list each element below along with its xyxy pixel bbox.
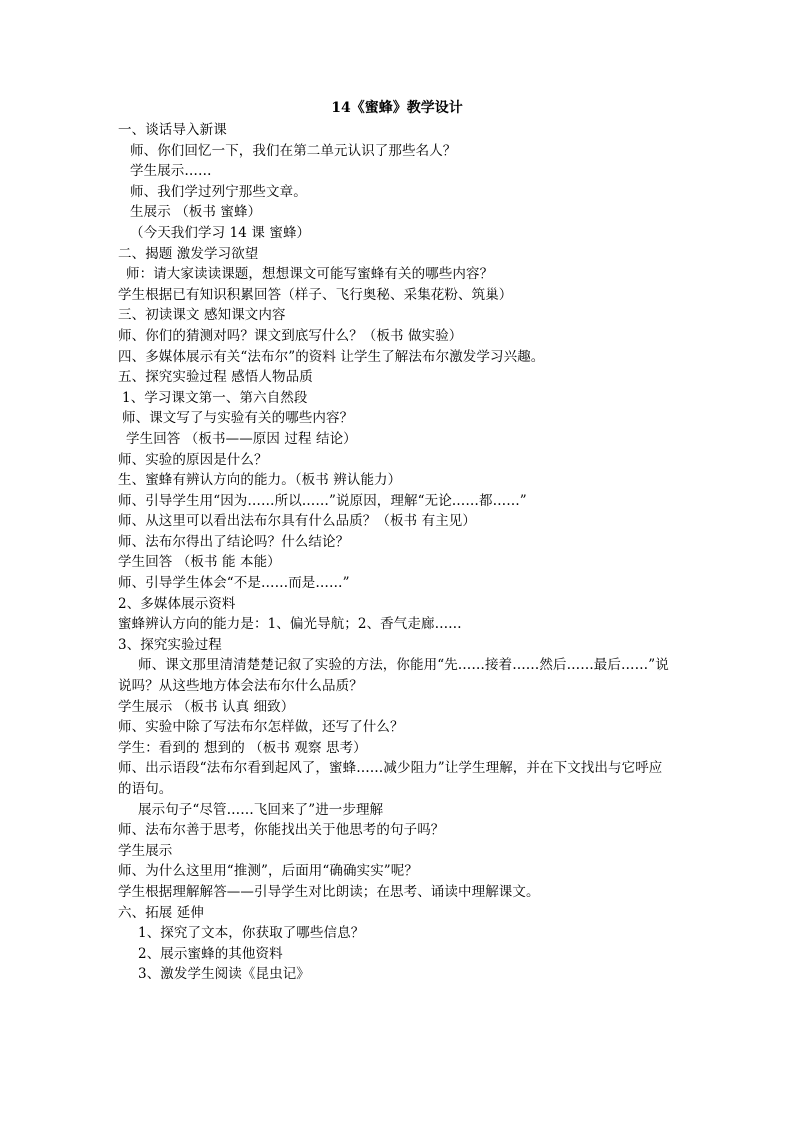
text-line: 师、从这里可以看出法布尔具有什么品质？（板书 有主见） [118, 513, 476, 530]
text-line: 展示句子“尽管……飞回来了”进一步理解 [138, 801, 384, 818]
text-line: 学生展示 [118, 842, 173, 859]
text-line: 师、法布尔善于思考，你能找出关于他思考的句子吗？ [118, 822, 445, 839]
section-heading: 四、多媒体展示有关“法布尔”的资料 让学生了解法布尔激发学习兴趣。 [118, 348, 545, 365]
section-heading: 二、揭题 激发学习欲望 [118, 245, 259, 262]
text-line: 师、引导学生用“因为……所以……”说原因，理解“无论……都……” [118, 492, 527, 509]
document-body [118, 120, 688, 985]
text-line: 蜜蜂辨认方向的能力是：1、偏光导航；2、香气走廊…… [118, 616, 462, 633]
text-line: 师、为什么这里用“推测”，后面用“确确实实”呢？ [118, 863, 419, 880]
text-line: 说吗？从这些地方体会法布尔什么品质？ [118, 678, 363, 695]
text-line: 师、出示语段“法布尔看到起风了，蜜蜂……减少阻力”让学生理解，并在下文找出与它呼应 [118, 760, 663, 777]
text-line: 师、引导学生体会“不是……而是……” [118, 575, 350, 592]
text-line: （今天我们学习 14 课 蜜蜂） [130, 224, 311, 241]
text-line: 的语句。 [118, 781, 173, 797]
text-line: 师、法布尔得出了结论吗？什么结论？ [118, 533, 350, 550]
section-heading: 六、拓展 延伸 [118, 904, 204, 921]
section-heading: 一、谈话导入新课 [118, 122, 227, 138]
text-line: 师、你们的猜测对吗？课文到底写什么？（板书 做实验） [118, 327, 463, 344]
text-line: 师、你们回忆一下，我们在第二单元认识了那些名人？ [130, 142, 457, 159]
text-line: 师、实验中除了写法布尔怎样做，还写了什么？ [118, 719, 404, 736]
text-line: 师、课文那里清清楚楚记叙了实验的方法，你能用“先……接着……然后……最后……”说 [138, 657, 669, 674]
text-line: 学生展示 （板书 认真 细致） [118, 698, 295, 715]
text-line: 师、我们学过列宁那些文章。 [130, 183, 307, 200]
text-line: 学生根据已有知识积累回答（样子、飞行奥秘、采集花粉、筑巢） [118, 286, 513, 303]
list-item: 1、探究了文本，你获取了哪些信息？ [138, 925, 365, 942]
subsection-heading: 2、多媒体展示资料 [118, 595, 236, 612]
text-line: 学生：看到的 想到的 （板书 观察 思考） [118, 739, 367, 756]
text-line: 师：请大家读读课题，想想课文可能写蜜蜂有关的哪些内容？ [126, 266, 494, 283]
text-line: 学生根据理解解答——引导学生对比朗读；在思考、诵读中理解课文。 [118, 883, 540, 900]
text-line: 学生回答 （板书 能 本能） [118, 554, 281, 571]
section-heading: 三、初读课文 感知课文内容 [118, 307, 286, 324]
subsection-heading: 1、学习课文第一、第六自然段 [122, 389, 308, 406]
text-line: 师、实验的原因是什么？ [118, 451, 268, 468]
text-line: 师、课文写了与实验有关的哪些内容？ [122, 410, 354, 427]
text-line: 生展示 （板书 蜜蜂） [130, 204, 262, 221]
section-heading: 五、探究实验过程 感悟人物品质 [118, 369, 313, 386]
list-item: 3、激发学生阅读《昆虫记》 [138, 966, 310, 983]
list-item: 2、展示蜜蜂的其他资料 [138, 945, 283, 962]
subsection-heading: 3、探究实验过程 [118, 636, 222, 653]
text-line: 学生展示…… [130, 163, 212, 180]
document-title: 14《蜜蜂》教学设计 [331, 100, 463, 116]
text-line: 生、蜜蜂有辨认方向的能力。（板书 辨认能力） [118, 472, 402, 489]
text-line: 学生回答 （板书——原因 过程 结论） [126, 430, 357, 447]
